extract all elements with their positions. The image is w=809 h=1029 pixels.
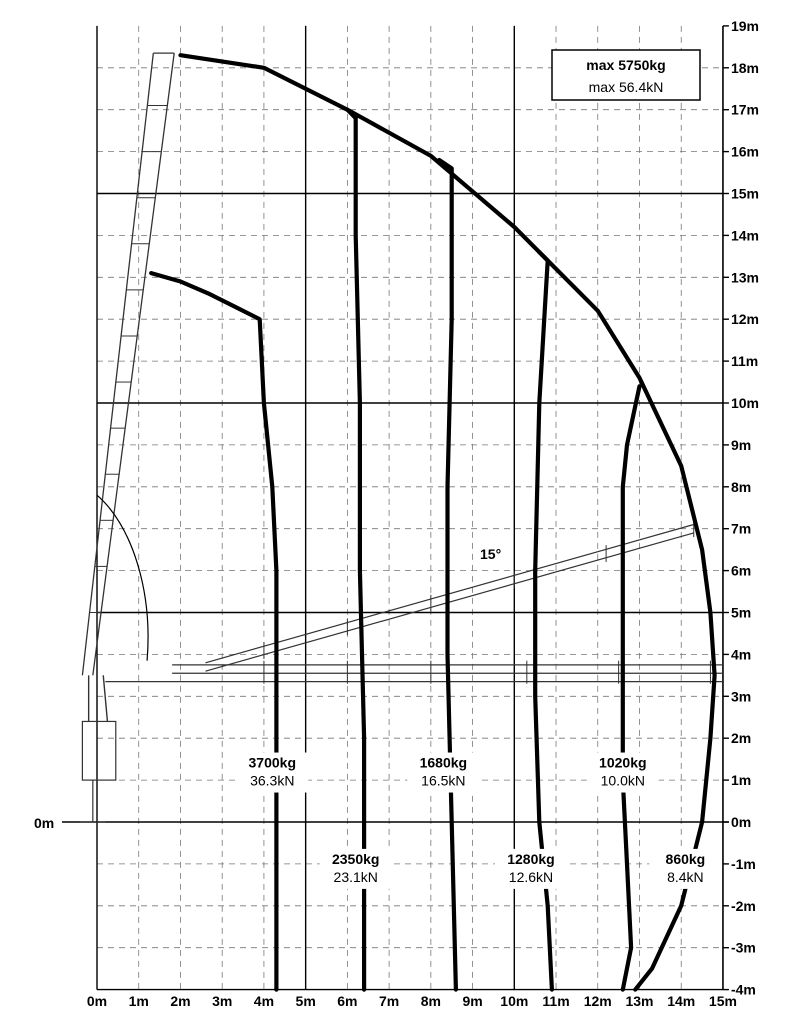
y-tick-label: 5m	[730, 604, 752, 621]
x-tick-label: 11m	[542, 993, 570, 1009]
load-label-kg-5: 860kg	[665, 850, 706, 867]
load-label-kg-3: 1280kg	[507, 850, 555, 867]
y-tick-label: 15m	[730, 185, 759, 202]
crane-column-right	[103, 675, 107, 721]
y-tick-label: 12m	[730, 311, 759, 328]
x-axis-ticks	[87, 993, 737, 1009]
y-tick-label: -2m	[730, 897, 756, 914]
load-label-kn-1: 23.1kN	[333, 868, 378, 885]
max-load-kn: max 56.4kN	[588, 79, 664, 95]
y-tick-label: 3m	[730, 688, 752, 705]
load-label-kn-0: 36.3kN	[250, 772, 295, 789]
y-tick-label: 7m	[730, 520, 752, 537]
load-label-kn-3: 12.6kN	[508, 868, 554, 885]
y-axis-ticks	[723, 18, 759, 998]
x-tick-label: 8m	[420, 993, 441, 1009]
x-tick-label: 0m	[86, 993, 108, 1009]
y-tick-label: 11m	[730, 353, 759, 370]
y-tick-label: -4m	[730, 981, 756, 998]
load-curve-2	[439, 160, 456, 990]
crane-base	[82, 721, 115, 780]
x-tick-label: 9m	[462, 993, 483, 1009]
y-tick-label: 10m	[730, 395, 759, 411]
max-load-box	[552, 50, 700, 100]
angled-boom-top	[205, 525, 693, 663]
load-curve-0	[151, 273, 276, 990]
x-tick-label: 4m	[253, 993, 275, 1009]
y-tick-label: 17m	[730, 101, 759, 118]
max-load-kg: max 5750kg	[586, 57, 666, 73]
y-tick-label: 13m	[730, 269, 759, 286]
x-tick-label: 14m	[667, 993, 696, 1009]
load-label-kn-5: 8.4kN	[667, 868, 704, 885]
vertical-boom-rail-b	[93, 53, 174, 675]
angled-boom-bottom	[205, 533, 693, 671]
load-label-kn-4: 10.0kN	[600, 772, 645, 789]
y-tick-label: -3m	[730, 939, 756, 956]
load-labels	[236, 753, 721, 889]
x-tick-label: 7m	[378, 993, 400, 1009]
load-curves	[151, 55, 714, 989]
x-tick-label: 3m	[212, 993, 233, 1009]
x-tick-label: 13m	[625, 993, 654, 1009]
load-label-kg-0: 3700kg	[248, 754, 297, 771]
x-tick-label: 10m	[500, 993, 529, 1009]
y-tick-label: 0m	[730, 814, 752, 830]
load-label-kn-2: 16.5kN	[421, 772, 466, 789]
load-label-kg-1: 2350kg	[331, 850, 380, 867]
x-tick-label: 2m	[170, 993, 191, 1009]
y-tick-label: 8m	[730, 478, 752, 495]
y-tick-label: 16m	[730, 143, 759, 160]
x-tick-label: 15m	[708, 993, 737, 1009]
load-label-kg-4: 1020kg	[599, 754, 647, 771]
x-tick-label: 5m	[295, 993, 316, 1009]
dashed-grid	[97, 26, 723, 990]
y-tick-label: 9m	[730, 436, 752, 453]
y-tick-label: 6m	[730, 562, 752, 579]
x-tick-label: 6m	[337, 993, 358, 1009]
y-tick-label: 4m	[730, 646, 752, 663]
zero-label-left: 0m	[34, 815, 55, 831]
y-tick-label: 2m	[730, 730, 752, 747]
x-tick-label: 1m	[128, 993, 149, 1009]
y-tick-label: 1m	[730, 772, 752, 789]
x-tick-label: 12m	[583, 993, 612, 1009]
y-tick-label: 18m	[730, 59, 759, 76]
boom-angle-label: 15°	[480, 546, 502, 562]
y-tick-label: 19m	[730, 17, 759, 34]
load-label-kg-2: 1680kg	[419, 754, 468, 771]
y-tick-label: -1m	[730, 855, 756, 872]
y-tick-label: 14m	[730, 227, 759, 244]
solid-grid-lines	[62, 26, 729, 990]
chart-frame	[97, 26, 723, 990]
load-curve-4	[623, 386, 640, 989]
